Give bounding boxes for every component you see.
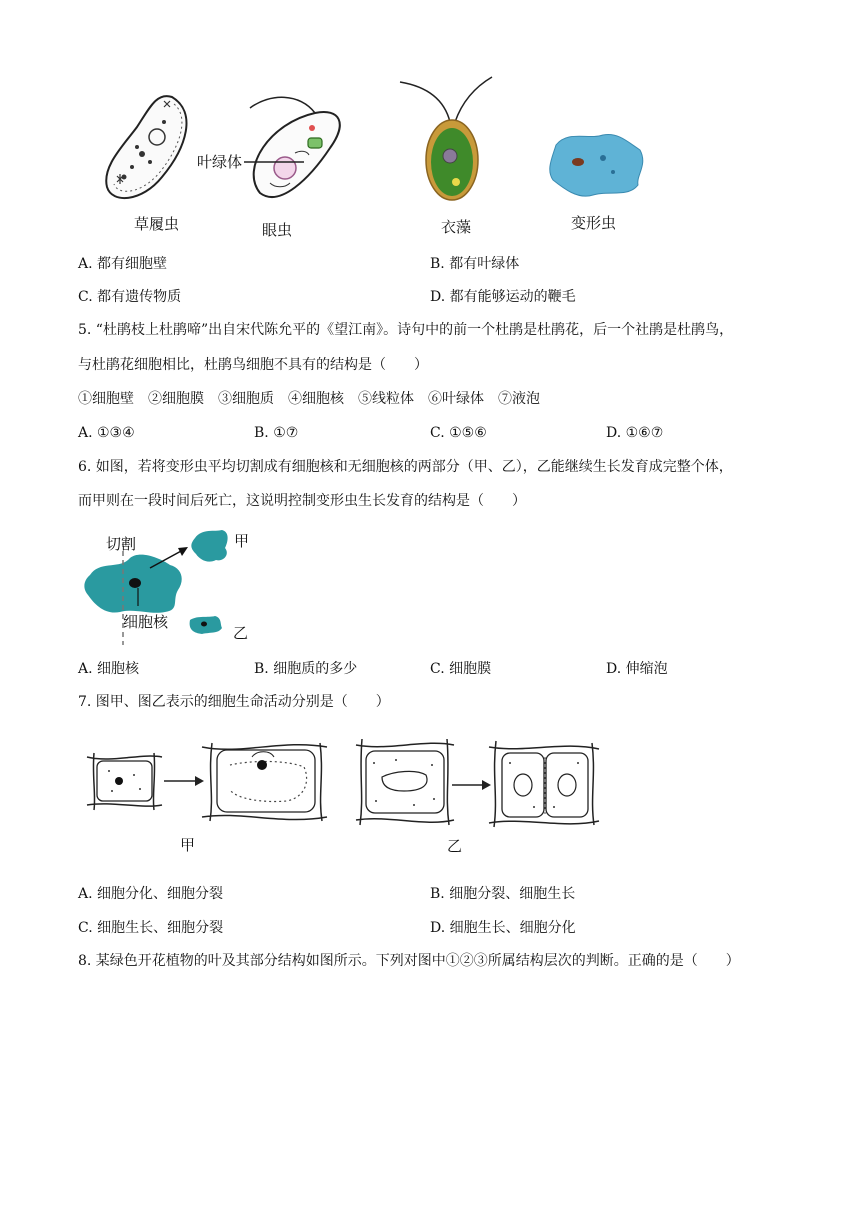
q5-option-b[interactable]: B. ①⑦ [254,425,299,441]
chloroplast-callout: 叶绿体 [197,153,243,171]
q6-option-a[interactable]: A. 细胞核 [78,661,140,677]
diagram-jia [82,735,332,825]
q5-option-c[interactable]: C. ①⑤⑥ [430,425,487,441]
q5-structure-list: ①细胞壁 ②细胞膜 ③细胞质 ④细胞核 ⑤线粒体 ⑥叶绿体 ⑦液泡 [78,391,540,407]
q5-stem-line-1: 5. “杜鹃枝上杜鹃啼”出自宋代陈允平的《望江南》。诗句中的前一个杜鹃是杜鹃花，后一个社鹃是杜鹃鸟， [78,322,734,338]
chloroplast-pointer [244,160,304,164]
nucleus-label: 细胞核 [123,613,169,631]
q6-stem-line-1: 6. 如图，若将变形虫平均切割成有细胞核和无细胞核的两部分（甲、乙），乙能继续生长发育成完整个体， [78,459,733,475]
q6-option-c[interactable]: C. 细胞膜 [430,661,492,677]
amoeba-image [548,130,648,200]
q6-option-d[interactable]: D. 伸缩泡 [606,661,668,677]
diagram-jia-label: 甲 [180,836,196,854]
q8-stem: 8. 某绿色开花植物的叶及其部分结构如图所示。下列对图中①②③所属结构层次的判断。正确的是（ ） [78,953,740,969]
q5-stem-line-2: 与杜鹃花细胞相比，杜鹃鸟细胞不具有的结构是（ ） [78,357,428,373]
q6-option-b[interactable]: B. 细胞质的多少 [254,661,358,677]
part-yi-label: 乙 [233,624,249,642]
paramecium-image [102,92,192,207]
paramecium-label: 草履虫 [134,215,180,233]
euglena-label: 眼虫 [262,221,293,239]
q5-option-a[interactable]: A. ①③④ [78,425,135,441]
q7-option-c[interactable]: C. 细胞生长、细胞分裂 [78,920,224,936]
diagram-yi [354,735,604,830]
q4-option-c[interactable]: C. 都有遗传物质 [78,289,182,305]
q4-option-d[interactable]: D. 都有能够运动的鞭毛 [430,289,576,305]
chlamydomonas-image [400,72,500,212]
diagram-yi-label: 乙 [447,837,463,855]
q5-option-d[interactable]: D. ①⑥⑦ [606,425,664,441]
amoeba-label: 变形虫 [571,214,617,232]
part-jia-label: 甲 [234,532,250,550]
q7-option-a[interactable]: A. 细胞分化、细胞分裂 [78,886,224,902]
q7-option-d[interactable]: D. 细胞生长、细胞分化 [430,920,576,936]
q7-option-b[interactable]: B. 细胞分裂、细胞生长 [430,886,576,902]
q7-stem: 7. 图甲、图乙表示的细胞生命活动分别是（ ） [78,694,390,710]
cut-label: 切割 [106,535,137,553]
chlamydomonas-label: 衣藻 [441,218,472,236]
q4-option-b[interactable]: B. 都有叶绿体 [430,256,520,272]
euglena-image [230,98,350,218]
q6-stem-line-2: 而甲则在一段时间后死亡，这说明控制变形虫生长发育的结构是（ ） [78,493,526,509]
q4-option-a[interactable]: A. 都有细胞壁 [78,256,168,272]
